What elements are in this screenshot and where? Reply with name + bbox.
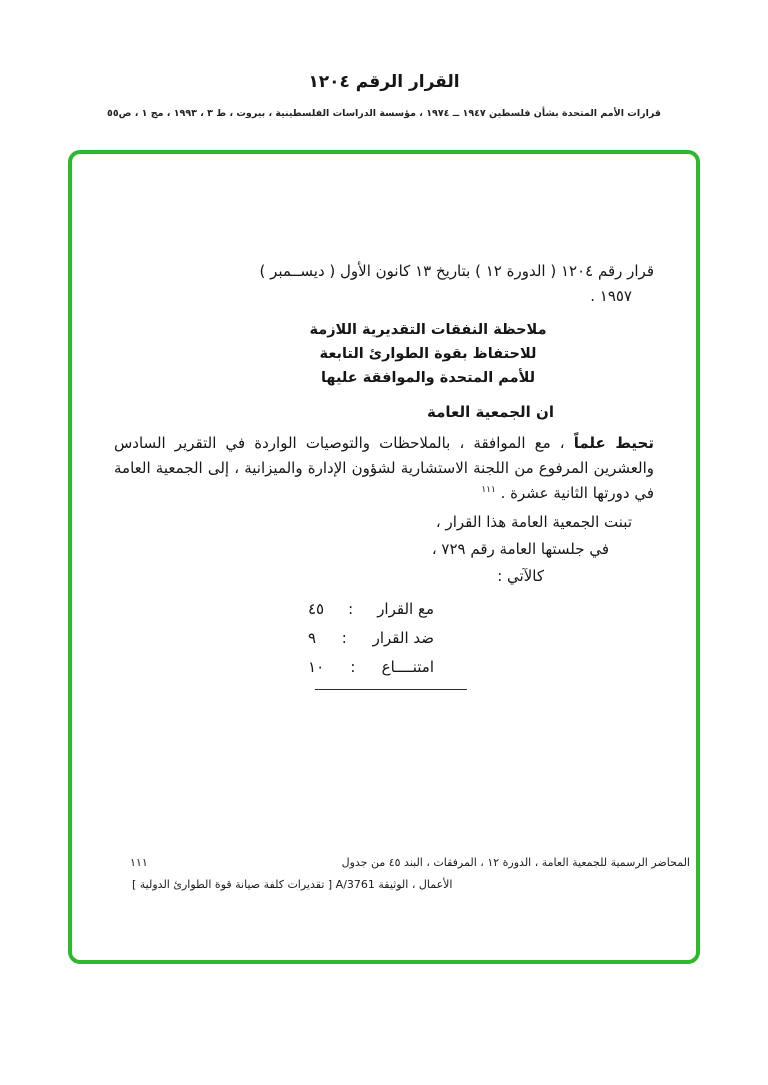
- vote-separator: :: [348, 600, 354, 618]
- vote-row: [308, 655, 434, 679]
- resolution-title-line: للاحتفاظ بقوة الطوارئ التابعة: [319, 346, 537, 362]
- vote-row: [308, 597, 434, 621]
- source-citation: قرارات الأمم المتحدة بشأن فلسطين ١٩٤٧ ــ ١٩٧٤ ، مؤسسة الدراسات الفلسطينية ، بيروت ، ط ٣ ، ١٩٩٣ ، مج ١ ، ص٥٥: [107, 108, 661, 119]
- footnote-text-line: الأعمال ، الوثيقة A/3761 [ تقديرات كلفة صيانة قوة الطوارئ الدولية ]: [132, 878, 453, 891]
- page-title: القرار الرقم ١٢٠٤: [308, 72, 460, 92]
- resolution-paragraph: [114, 431, 654, 506]
- footnote-reference: ١١١: [481, 485, 496, 495]
- resolution-title: [278, 318, 578, 390]
- vote-value: ١٠: [308, 658, 325, 676]
- resolution-heading: قرار رقم ١٢٠٤ ( الدورة ١٢ ) بتاريخ ١٣ كانون الأول ( ديســمبر ): [259, 262, 654, 280]
- paragraph-lead: تحيط علماً: [573, 434, 654, 452]
- vote-results: [114, 597, 654, 679]
- footnote: [118, 852, 690, 896]
- adoption-line: كالآتي :: [497, 567, 544, 585]
- vote-separator: :: [350, 658, 356, 676]
- document-frame: [68, 150, 700, 964]
- footnote-marker: ١١١: [130, 856, 148, 869]
- resolution-title-line: ملاحظة النفقات التقديرية اللازمة: [309, 322, 547, 338]
- adoption-line: في جلستها العامة رقم ٧٢٩ ،: [431, 540, 609, 558]
- paragraph-text: ، مع الموافقة ، بالملاحظات والتوصيات الواردة في التقرير السادس والعشرين المرفوع من اللجنة الاستشارية لشؤون الإدارة والميزانية ، إلى الجمعية العامة في دورتها الثانية عشرة .: [114, 434, 654, 502]
- vote-value: ٤٥: [308, 600, 325, 618]
- vote-separator: :: [341, 629, 347, 647]
- vote-label: مع القرار: [377, 600, 434, 618]
- resolution-title-line: للأمم المتحدة والموافقة عليها: [320, 370, 536, 386]
- vote-label: ضد القرار: [372, 629, 434, 647]
- vote-label: امتنــــاع: [381, 658, 434, 676]
- preamble-opening: ان الجمعية العامة: [427, 403, 554, 421]
- vote-row: [308, 626, 434, 650]
- adoption-line: تبنت الجمعية العامة هذا القرار ،: [435, 513, 632, 531]
- footnote-text-line: المحاضر الرسمية للجمعية العامة ، الدورة ١٢ ، المرفقات ، البند ٤٥ من جدول: [341, 856, 690, 869]
- resolution-body: [72, 154, 696, 960]
- votes-underline: [315, 689, 467, 690]
- vote-value: ٩: [308, 629, 317, 647]
- resolution-date: ١٩٥٧ .: [590, 287, 632, 305]
